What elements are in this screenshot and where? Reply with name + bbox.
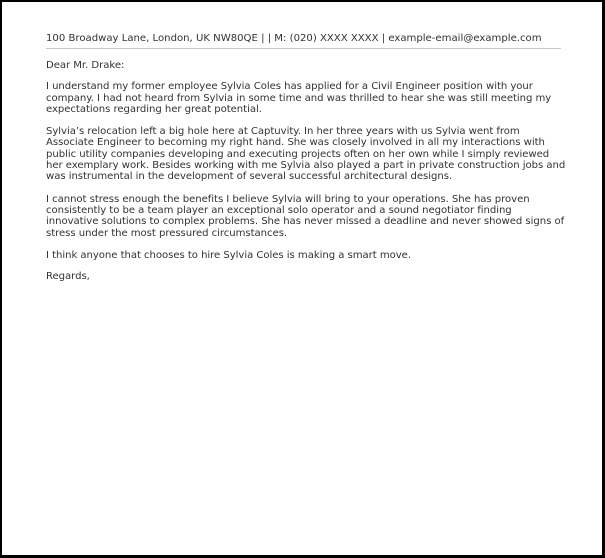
letter-salutation: Dear Mr. Drake: xyxy=(46,60,125,71)
letter-closing: Regards, xyxy=(46,271,90,283)
letter-paragraph-2: Sylvia’s relocation left a big hole here at Captuvity. In her three years with us Sylvia went from Associate Engineer to becoming my right hand. She was closely involved in all my interactions with public utility companies developing and executing projects often on her own while I simply reviewed her exemplary work. Besides working with me Sylvia also played a part in private construction jobs and was instrumental in the development of several successful architectural designs. xyxy=(46,126,566,183)
letter-header-contact: 100 Broadway Lane, London, UK NW80QE | | M: (020) XXXX XXXX | example-email@example.com xyxy=(46,33,542,44)
letter-paragraph-3: I cannot stress enough the benefits I believe Sylvia will bring to your operations. She has proven consistently to be a team player an exceptional solo operator and a sound negotiator finding innovative solutions to complex problems. She has never missed a deadline and never showed signs of stress under the most pressured circumstances. xyxy=(46,193,565,239)
letter-paragraph-1: I understand my former employee Sylvia Coles has applied for a Civil Engineer position with your company. I had not heard from Sylvia in some time and was thrilled to hear she was still meeting my expectations regarding her great potential. xyxy=(46,81,552,115)
letter-body xyxy=(46,60,566,293)
letter-paragraph-4: I think anyone that chooses to hire Sylvia Coles is making a smart move. xyxy=(46,249,411,261)
header-divider xyxy=(46,48,561,49)
